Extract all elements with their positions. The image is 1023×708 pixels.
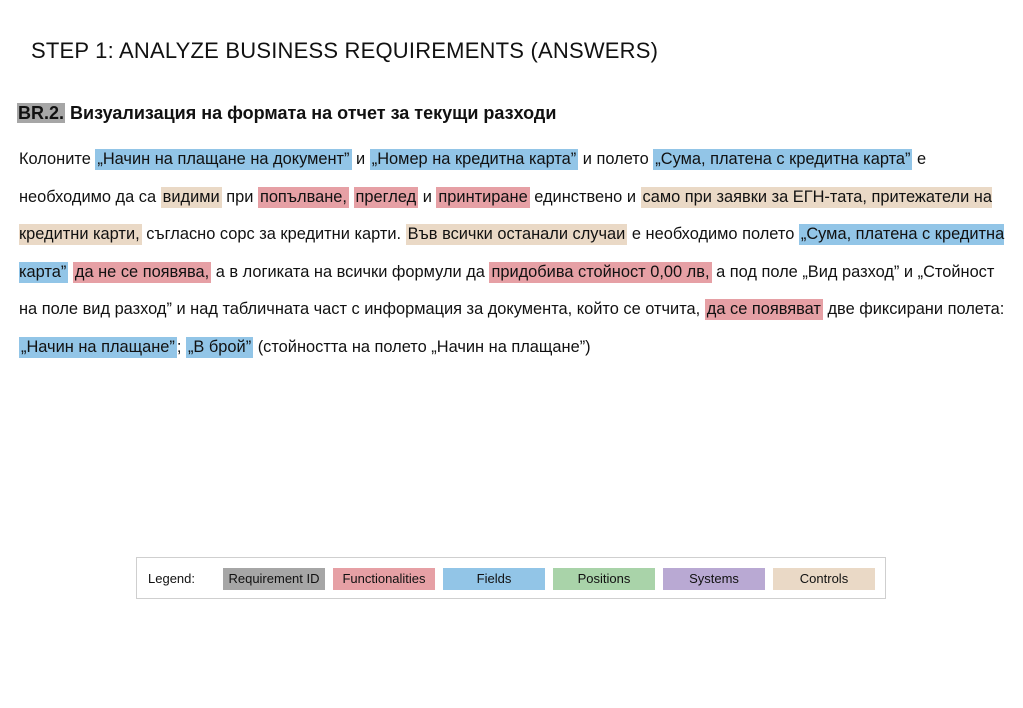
body-text: ;	[176, 337, 186, 356]
body-text: съгласно сорс за кредитни карти.	[141, 225, 406, 244]
field-highlight: „Сума, платена с кредитна карта”	[19, 225, 1005, 281]
functionality-highlight: преглед	[355, 187, 417, 206]
page-title: STEP 1: ANALYZE BUSINESS REQUIREMENTS (ANSWERS)	[31, 38, 659, 63]
requirement-title: Визуализация на формата на отчет за текущи разходи	[70, 103, 557, 123]
field-highlight: „Начин на плащане”	[21, 337, 175, 356]
functionality-highlight: да не се появява,	[74, 262, 210, 281]
body-text: и	[418, 187, 437, 206]
requirement-id: BR.2.	[18, 103, 65, 123]
body-text: е необходимо да са	[19, 150, 927, 206]
legend-item-controls: Controls	[773, 568, 875, 590]
body-text: а в логиката на всички формули да	[211, 262, 490, 281]
control-highlight: само при заявки за ЕГН-тата, притежатели на кредитни карти,	[19, 187, 992, 244]
body-text: при	[221, 187, 258, 206]
functionality-highlight: принтиране	[438, 187, 528, 206]
control-highlight: видими	[162, 187, 220, 206]
body-text: и	[351, 150, 370, 168]
body-text: е необходимо полето	[627, 225, 799, 244]
legend-item-systems: Systems	[663, 568, 765, 590]
functionality-highlight: придобива стойност 0,00 лв,	[491, 262, 710, 281]
body-text: Колоните	[19, 150, 96, 168]
field-highlight: „Начин на плащане на документ”	[97, 150, 350, 168]
legend-label: Legend:	[148, 571, 195, 586]
legend-item-fields: Fields	[443, 568, 545, 590]
field-highlight: „В брой”	[187, 337, 252, 356]
legend-item-positions: Positions	[553, 568, 655, 590]
body-text	[349, 188, 354, 206]
body-text: единствено и	[529, 187, 641, 206]
body-text: а под поле „Вид разход” и „Стойност на поле вид разход” и над табличната част с информация за документа, който се отчита,	[19, 262, 995, 319]
control-highlight: Във всички останали случаи	[407, 225, 626, 244]
field-highlight: „Номер на кредитна карта”	[371, 150, 577, 168]
functionality-highlight: да се появяват	[706, 300, 821, 319]
requirement-heading	[17, 103, 556, 124]
field-highlight: „Сума, платена с кредитна карта”	[655, 150, 911, 168]
requirement-body	[19, 141, 1009, 367]
legend-item-functionalities: Functionalities	[333, 568, 435, 590]
body-text: две фиксирани полета:	[822, 300, 1005, 319]
legend	[136, 557, 886, 599]
body-text: (стойността на полето „Начин на плащане”)	[253, 337, 591, 356]
body-text: и полето	[578, 150, 654, 168]
functionality-highlight: попълване,	[259, 187, 347, 206]
legend-item-requirement-id: Requirement ID	[223, 568, 325, 590]
